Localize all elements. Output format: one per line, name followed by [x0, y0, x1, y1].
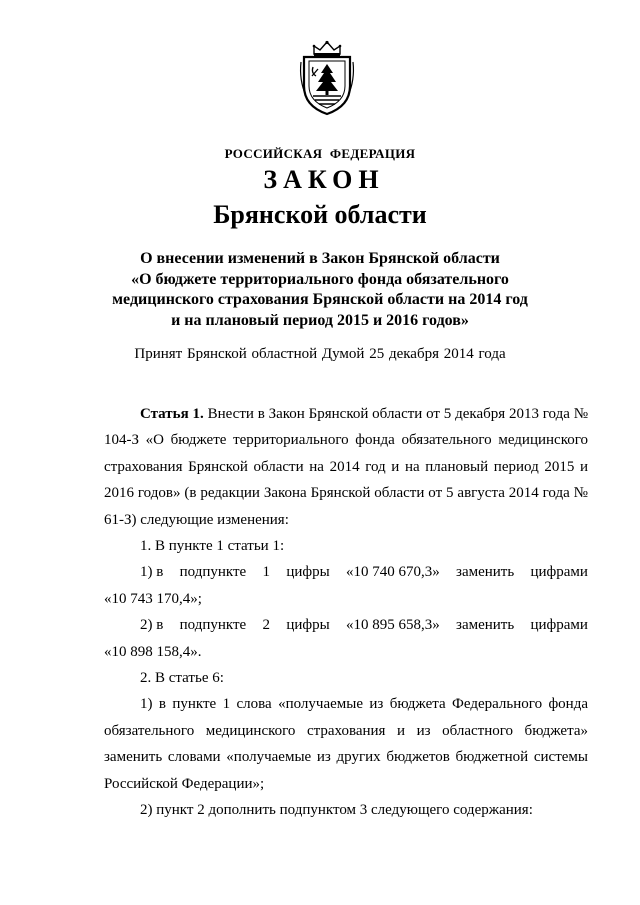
subitem-2-continuation: «10 898 158,4». [104, 643, 202, 660]
subitem-word: цифры [286, 564, 330, 581]
subitem-word: заменить [456, 617, 515, 634]
subitem-1-line [104, 559, 588, 585]
subitem-2-line [104, 612, 588, 638]
subitem-word: цифрами [530, 564, 588, 581]
item-1: 1. В пункте 1 статьи 1: [140, 538, 285, 555]
subitem-word: 1 [262, 564, 271, 581]
subitem-3: 1) в пункте 1 слова «получаемые из бюджета Федерального фонда обязательного медицинского страхования и из областного бюджета» заменить словами «получаемые из других бюджетов бюджетной системы Российской Федерации»; [104, 696, 588, 792]
law-title-line: и на плановый период 2015 и 2016 годов» [171, 311, 469, 329]
law-title [0, 249, 640, 331]
country-name: РОССИЙСКАЯ ФЕДЕРАЦИЯ [224, 146, 416, 161]
law-title-line: «О бюджете территориального фонда обязательного [131, 270, 509, 288]
subitem-word: цифрами [530, 617, 588, 634]
subitem-word: «10 895 658,3» [345, 617, 440, 634]
subitem-word: подпункте [179, 564, 247, 581]
article-1-paragraph [104, 401, 588, 533]
article-label: Статья 1. [140, 406, 204, 422]
subitem-word: 2) в [140, 617, 164, 634]
subitem-word: 2 [262, 617, 271, 634]
document-body [104, 401, 588, 824]
subitem-1-continuation: «10 743 170,4»; [104, 590, 202, 607]
subitem-word: подпункте [179, 617, 247, 634]
subitem-word: 1) в [140, 564, 164, 581]
subitem-word: заменить [456, 564, 515, 581]
subitem-word: «10 740 670,3» [345, 564, 440, 581]
law-title-line: О внесении изменений в Закон Брянской области [140, 250, 500, 267]
region-name: Брянской области [213, 200, 427, 229]
item-2: 2. В статье 6: [140, 670, 224, 687]
subitem-word: цифры [286, 617, 330, 634]
subitem-4: 2) пункт 2 дополнить подпунктом 3 следующего содержания: [140, 802, 533, 819]
coat-of-arms-emblem [296, 40, 358, 116]
adoption-note: Принят Брянской областной Думой 25 декабря 2014 года [134, 346, 506, 362]
article-text: Внести в Закон Брянской области от 5 декабря 2013 года № 104-З «О бюджете территориального фонда обязательного медицинского страхования Брянской области на 2014 год и на плановый период 2015 и 2016 годов» (в редакции Закона Брянской области от 5 августа 2014 года № 61-З) следующие изменения: [104, 406, 589, 528]
law-title-line: медицинского страхования Брянской области на 2014 год [112, 291, 528, 308]
document-type: ЗАКОН [263, 165, 385, 194]
